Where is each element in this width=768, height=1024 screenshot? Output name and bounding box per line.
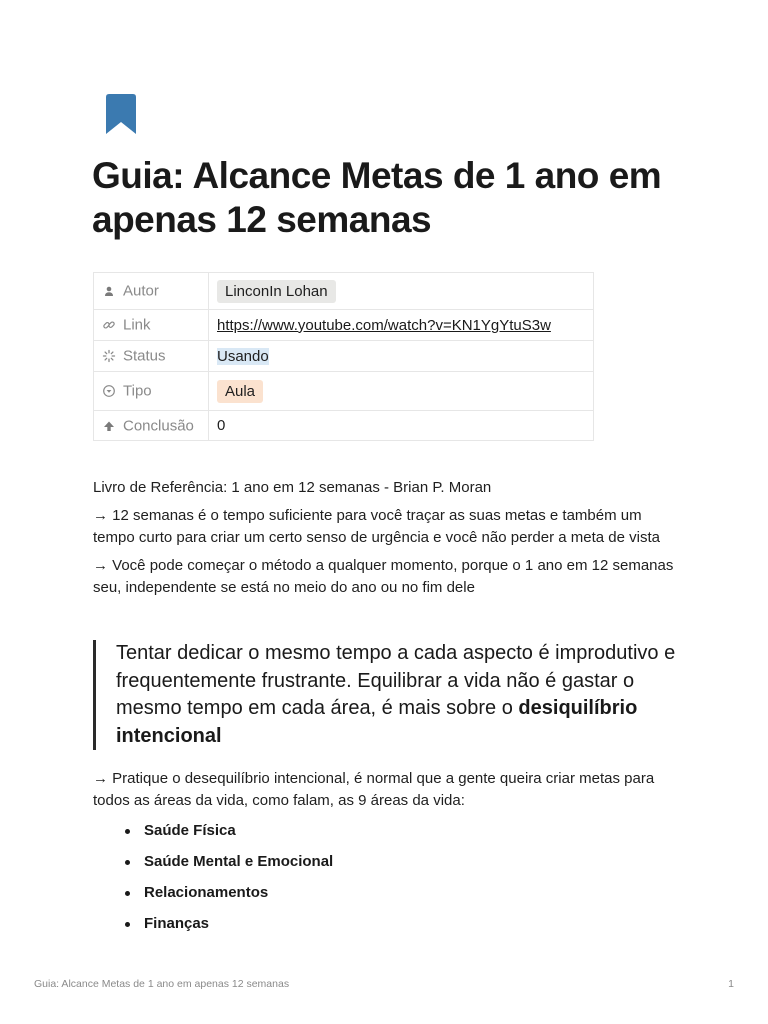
youtube-link[interactable]: https://www.youtube.com/watch?v=KN1YgYtuS3w: [217, 316, 551, 334]
paragraph: → 12 semanas é o tempo suficiente para você traçar as suas metas e também um tempo curto para criar um certo senso de urgência e você não perder a meta de vista: [93, 507, 660, 546]
footer-title: Guia: Alcance Metas de 1 ano em apenas 12 semanas: [34, 978, 290, 990]
property-row-link: [94, 310, 594, 341]
page-title: Guia: Alcance Metas de 1 ano em apenas 12 semanas: [92, 155, 662, 240]
quote-text: Tentar dedicar o mesmo tempo a cada aspecto é improdutivo e frequentemente frustrante. Equilibrar a vida não é gastar o mesmo tempo em cada área, é mais sobre o: [116, 642, 676, 719]
arrow-up-icon: [102, 419, 116, 433]
property-key: Conclusão: [94, 411, 209, 441]
page-number: 1: [728, 978, 734, 990]
quote-bold-text: desiquilíbrio intencional: [116, 697, 638, 747]
property-key: Status: [94, 341, 209, 372]
select-icon: [102, 384, 116, 398]
intro-text: [93, 477, 683, 605]
paragraph: → Você pode começar o método a qualquer momento, porque o 1 ano em 12 semanas seu, independente se está no meio do ano ou no fim dele: [93, 557, 674, 596]
tipo-tag[interactable]: Aula: [217, 380, 263, 403]
conclusion-value[interactable]: 0: [217, 417, 226, 434]
status-icon: [102, 349, 116, 363]
property-value[interactable]: [209, 341, 594, 372]
property-row-status: [94, 341, 594, 372]
properties-table: [93, 272, 594, 441]
life-areas-list: [125, 820, 333, 944]
property-value[interactable]: [209, 273, 594, 310]
author-tag[interactable]: LinconIn Lohan: [217, 280, 336, 303]
list-item: Relacionamentos: [125, 882, 333, 913]
property-value[interactable]: [209, 411, 594, 441]
quote-block: [93, 640, 683, 750]
paragraph: → Pratique o desequilíbrio intencional, é normal que a gente queira criar metas para todos as áreas da vida, como falam, as 9 áreas da vida:: [93, 770, 655, 809]
property-row-tipo: [94, 372, 594, 411]
status-value[interactable]: Usando: [217, 347, 269, 365]
property-row-conclusao: [94, 411, 594, 441]
list-item: Saúde Mental e Emocional: [125, 851, 333, 882]
reference-paragraph: Livro de Referência: 1 ano em 12 semanas - Brian P. Moran: [93, 479, 492, 496]
link-icon: [102, 318, 116, 332]
property-row-autor: [94, 273, 594, 310]
property-key: Autor: [94, 273, 209, 310]
list-item: Finanças: [125, 913, 333, 944]
property-key: Link: [94, 310, 209, 341]
person-icon: [102, 284, 116, 298]
property-value[interactable]: [209, 372, 594, 411]
list-item: Saúde Física: [125, 820, 333, 851]
property-key: Tipo: [94, 372, 209, 411]
bookmark-icon: [106, 94, 136, 134]
property-value[interactable]: [209, 310, 594, 341]
